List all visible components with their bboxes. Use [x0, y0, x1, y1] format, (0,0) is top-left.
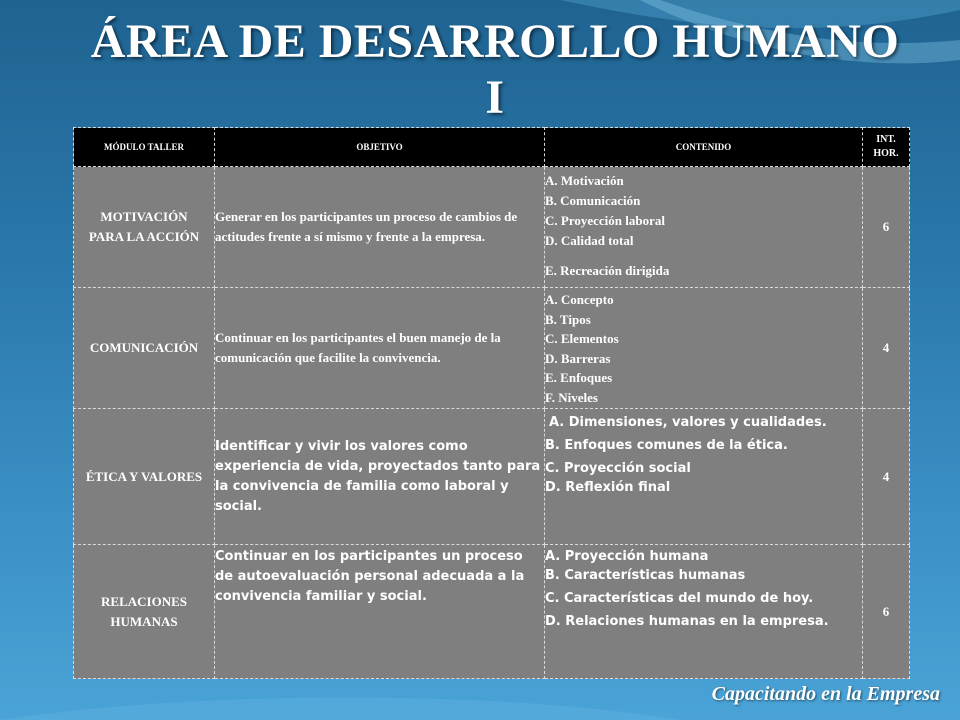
horas-cell: 6 [863, 167, 910, 288]
modulo-line: ÉTICA Y VALORES [85, 468, 203, 484]
modulo-line: MOTIVACIÓN [100, 209, 188, 224]
contenido-item: C. Características del mundo de hoy. [545, 591, 814, 606]
objetivo-cell: Generar en los participantes un proceso de cambios de actitudes frente a sí mismo y frente a la empresa. [215, 167, 545, 288]
header-modulo: MÓDULO TALLER [74, 128, 215, 167]
contenido-item: B. Comunicación [545, 193, 641, 208]
contenido-cell [545, 409, 863, 545]
contenido-item: B. Características humanas [545, 568, 746, 583]
page-title [0, 14, 960, 126]
header-contenido: CONTENIDO [545, 128, 863, 167]
contenido-item: C. Proyección social [545, 461, 691, 476]
contenido-item: E. Recreación dirigida [545, 263, 670, 278]
contenido-item: B. Tipos [545, 311, 591, 327]
modulo-line: RELACIONES [101, 593, 187, 609]
table-row [74, 288, 910, 409]
modulo-cell [74, 288, 215, 409]
header-int: INT. [876, 134, 896, 145]
header-int-hor [863, 128, 910, 167]
table-row [74, 409, 910, 545]
modulo-cell [74, 167, 215, 288]
module-table [73, 127, 910, 679]
table-row [74, 167, 910, 288]
modulo-line: HUMANAS [110, 613, 178, 629]
horas-cell: 4 [863, 288, 910, 409]
contenido-item: A. Concepto [545, 292, 614, 307]
objetivo-cell: Continuar en los participantes el buen manejo de la comunicación que facilite la convivencia. [215, 288, 545, 409]
contenido-cell [545, 545, 863, 679]
contenido-item: D. Relaciones humanas en la empresa. [545, 614, 829, 629]
contenido-cell [545, 167, 863, 288]
contenido-item: A. Motivación [545, 173, 624, 188]
table-row [74, 545, 910, 679]
title-line-2: I [485, 71, 505, 124]
contenido-item: D. Reflexión final [545, 480, 671, 495]
contenido-item: C. Proyección laboral [545, 213, 665, 228]
contenido-cell [545, 288, 863, 409]
contenido-item: D. Barreras [545, 350, 611, 366]
header-objetivo: OBJETIVO [215, 128, 545, 167]
table-header-row [74, 128, 910, 167]
contenido-item: F. Niveles [545, 389, 598, 405]
contenido-item: C. Elementos [545, 331, 619, 346]
contenido-item: A. Proyección humana [545, 549, 709, 564]
modulo-line: COMUNICACIÓN [89, 340, 199, 355]
title-line-1: ÁREA DE DESARROLLO HUMANO [90, 15, 900, 68]
objetivo-cell: Continuar en los participantes un proceso de autoevaluación personal adecuada a la convivencia familiar y social. [215, 545, 545, 679]
contenido-item: A. Dimensiones, valores y cualidades. [549, 415, 827, 430]
horas-cell: 6 [863, 545, 910, 679]
contenido-item: D. Calidad total [545, 233, 634, 248]
modulo-line: PARA LA ACCIÓN [88, 229, 200, 244]
footer-tagline: Capacitando en la Empresa [711, 683, 940, 705]
header-hor: HOR. [873, 148, 899, 159]
contenido-item: E. Enfoques [545, 370, 613, 385]
horas-cell: 4 [863, 409, 910, 545]
modulo-cell [74, 545, 215, 679]
modulo-cell [74, 409, 215, 545]
objetivo-cell: Identificar y vivir los valores como experiencia de vida, proyectados tanto para la convivencia de familia como laboral y social. [215, 409, 545, 545]
contenido-item: B. Enfoques comunes de la ética. [545, 438, 788, 453]
